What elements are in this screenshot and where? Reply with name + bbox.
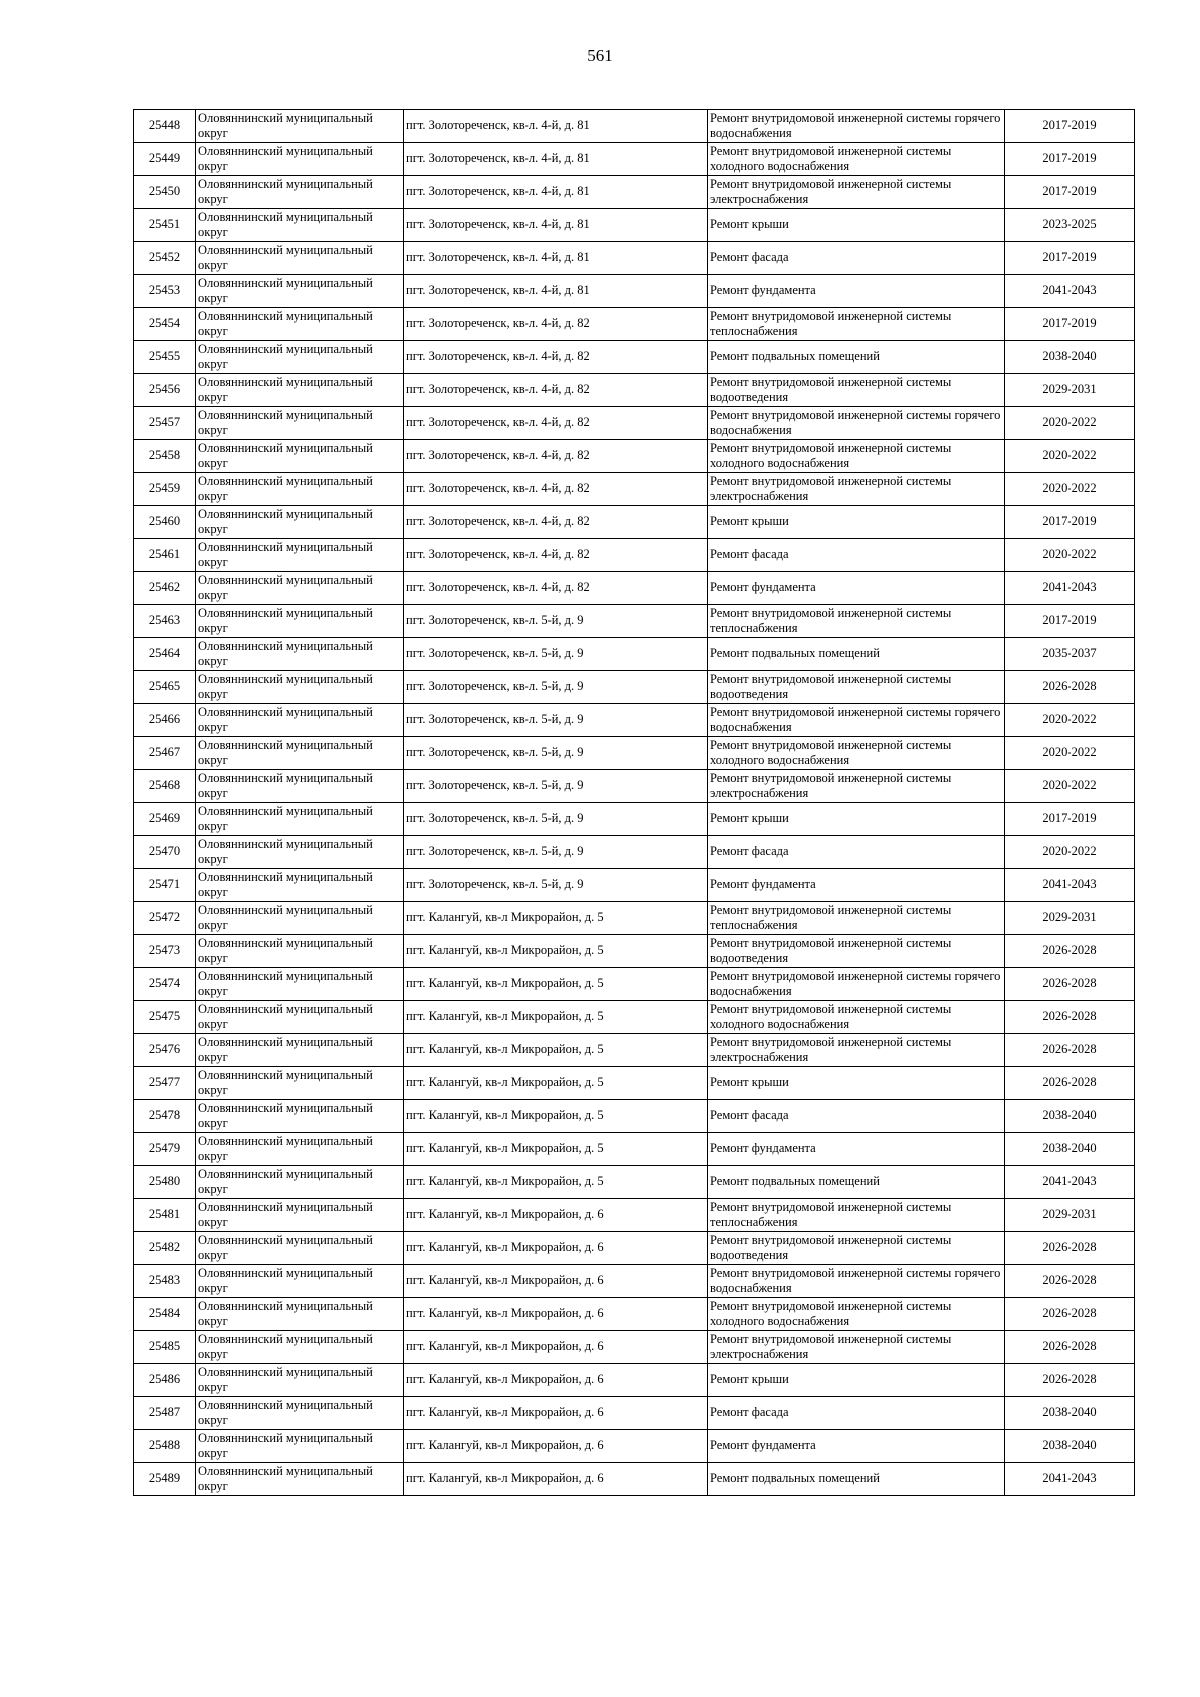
table-row	[134, 341, 1135, 374]
address-cell: пгт. Золотореченск, кв-л. 4-й, д. 82	[404, 308, 708, 341]
work-type-cell: Ремонт внутридомовой инженерной системы горячего водоснабжения	[708, 1265, 1005, 1298]
row-number: 25452	[134, 242, 196, 275]
table-row	[134, 869, 1135, 902]
row-number: 25453	[134, 275, 196, 308]
work-type-cell: Ремонт внутридомовой инженерной системы электроснабжения	[708, 1034, 1005, 1067]
table-row	[134, 737, 1135, 770]
address-cell: пгт. Золотореченск, кв-л. 4-й, д. 82	[404, 572, 708, 605]
table-row	[134, 902, 1135, 935]
work-type-cell: Ремонт фасада	[708, 1397, 1005, 1430]
row-number: 25480	[134, 1166, 196, 1199]
row-number: 25460	[134, 506, 196, 539]
work-type-cell: Ремонт крыши	[708, 209, 1005, 242]
district-cell: Оловяннинский муниципальный округ	[196, 1430, 404, 1463]
table-row	[134, 770, 1135, 803]
period-cell: 2017-2019	[1005, 143, 1135, 176]
district-cell: Оловяннинский муниципальный округ	[196, 1034, 404, 1067]
period-cell: 2026-2028	[1005, 1331, 1135, 1364]
address-cell: пгт. Золотореченск, кв-л. 4-й, д. 81	[404, 209, 708, 242]
table-row	[134, 1001, 1135, 1034]
period-cell: 2038-2040	[1005, 341, 1135, 374]
row-number: 25477	[134, 1067, 196, 1100]
table-row	[134, 407, 1135, 440]
district-cell: Оловяннинский муниципальный округ	[196, 539, 404, 572]
address-cell: пгт. Калангуй, кв-л Микрорайон, д. 5	[404, 902, 708, 935]
table-row	[134, 209, 1135, 242]
district-cell: Оловяннинский муниципальный округ	[196, 836, 404, 869]
district-cell: Оловяннинский муниципальный округ	[196, 737, 404, 770]
address-cell: пгт. Калангуй, кв-л Микрорайон, д. 5	[404, 968, 708, 1001]
work-type-cell: Ремонт фундамента	[708, 572, 1005, 605]
work-type-cell: Ремонт внутридомовой инженерной системы холодного водоснабжения	[708, 143, 1005, 176]
period-cell: 2026-2028	[1005, 968, 1135, 1001]
work-type-cell: Ремонт внутридомовой инженерной системы горячего водоснабжения	[708, 968, 1005, 1001]
work-type-cell: Ремонт внутридомовой инженерной системы холодного водоснабжения	[708, 1001, 1005, 1034]
period-cell: 2041-2043	[1005, 1166, 1135, 1199]
district-cell: Оловяннинский муниципальный округ	[196, 1199, 404, 1232]
district-cell: Оловяннинский муниципальный округ	[196, 209, 404, 242]
row-number: 25482	[134, 1232, 196, 1265]
work-type-cell: Ремонт внутридомовой инженерной системы водоотведения	[708, 671, 1005, 704]
page-number: 561	[587, 46, 613, 65]
table-row	[134, 473, 1135, 506]
row-number: 25488	[134, 1430, 196, 1463]
address-cell: пгт. Золотореченск, кв-л. 5-й, д. 9	[404, 671, 708, 704]
work-type-cell: Ремонт фундамента	[708, 1430, 1005, 1463]
work-type-cell: Ремонт внутридомовой инженерной системы теплоснабжения	[708, 308, 1005, 341]
row-number: 25483	[134, 1265, 196, 1298]
work-type-cell: Ремонт крыши	[708, 506, 1005, 539]
work-type-cell: Ремонт фасада	[708, 242, 1005, 275]
period-cell: 2026-2028	[1005, 935, 1135, 968]
address-cell: пгт. Золотореченск, кв-л. 5-й, д. 9	[404, 770, 708, 803]
work-type-cell: Ремонт внутридомовой инженерной системы горячего водоснабжения	[708, 110, 1005, 143]
period-cell: 2020-2022	[1005, 737, 1135, 770]
table-row	[134, 638, 1135, 671]
row-number: 25489	[134, 1463, 196, 1496]
address-cell: пгт. Золотореченск, кв-л. 4-й, д. 81	[404, 242, 708, 275]
district-cell: Оловяннинский муниципальный округ	[196, 638, 404, 671]
row-number: 25478	[134, 1100, 196, 1133]
row-number: 25449	[134, 143, 196, 176]
work-type-cell: Ремонт подвальных помещений	[708, 1166, 1005, 1199]
table-row	[134, 1100, 1135, 1133]
row-number: 25454	[134, 308, 196, 341]
period-cell: 2017-2019	[1005, 308, 1135, 341]
row-number: 25450	[134, 176, 196, 209]
address-cell: пгт. Золотореченск, кв-л. 4-й, д. 81	[404, 275, 708, 308]
table-row	[134, 1463, 1135, 1496]
work-type-cell: Ремонт крыши	[708, 1364, 1005, 1397]
period-cell: 2038-2040	[1005, 1100, 1135, 1133]
district-cell: Оловяннинский муниципальный округ	[196, 275, 404, 308]
table-row	[134, 176, 1135, 209]
row-number: 25464	[134, 638, 196, 671]
work-type-cell: Ремонт подвальных помещений	[708, 1463, 1005, 1496]
address-cell: пгт. Золотореченск, кв-л. 4-й, д. 82	[404, 341, 708, 374]
work-type-cell: Ремонт внутридомовой инженерной системы водоотведения	[708, 935, 1005, 968]
address-cell: пгт. Золотореченск, кв-л. 4-й, д. 81	[404, 143, 708, 176]
row-number: 25461	[134, 539, 196, 572]
district-cell: Оловяннинский муниципальный округ	[196, 506, 404, 539]
address-cell: пгт. Золотореченск, кв-л. 4-й, д. 82	[404, 407, 708, 440]
period-cell: 2026-2028	[1005, 1067, 1135, 1100]
district-cell: Оловяннинский муниципальный округ	[196, 473, 404, 506]
district-cell: Оловяннинский муниципальный округ	[196, 242, 404, 275]
work-type-cell: Ремонт внутридомовой инженерной системы теплоснабжения	[708, 1199, 1005, 1232]
period-cell: 2026-2028	[1005, 1232, 1135, 1265]
work-type-cell: Ремонт внутридомовой инженерной системы электроснабжения	[708, 176, 1005, 209]
row-number: 25465	[134, 671, 196, 704]
row-number: 25471	[134, 869, 196, 902]
district-cell: Оловяннинский муниципальный округ	[196, 605, 404, 638]
district-cell: Оловяннинский муниципальный округ	[196, 968, 404, 1001]
row-number: 25451	[134, 209, 196, 242]
address-cell: пгт. Калангуй, кв-л Микрорайон, д. 6	[404, 1397, 708, 1430]
district-cell: Оловяннинский муниципальный округ	[196, 374, 404, 407]
table-row	[134, 1199, 1135, 1232]
work-type-cell: Ремонт фундамента	[708, 275, 1005, 308]
period-cell: 2038-2040	[1005, 1133, 1135, 1166]
table-row	[134, 308, 1135, 341]
address-cell: пгт. Калангуй, кв-л Микрорайон, д. 6	[404, 1265, 708, 1298]
row-number: 25474	[134, 968, 196, 1001]
period-cell: 2017-2019	[1005, 803, 1135, 836]
work-type-cell: Ремонт фундамента	[708, 1133, 1005, 1166]
district-cell: Оловяннинский муниципальный округ	[196, 572, 404, 605]
row-number: 25448	[134, 110, 196, 143]
period-cell: 2035-2037	[1005, 638, 1135, 671]
work-type-cell: Ремонт подвальных помещений	[708, 638, 1005, 671]
row-number: 25463	[134, 605, 196, 638]
period-cell: 2017-2019	[1005, 242, 1135, 275]
work-type-cell: Ремонт крыши	[708, 1067, 1005, 1100]
table-row	[134, 605, 1135, 638]
table-row	[134, 1034, 1135, 1067]
table-row	[134, 1166, 1135, 1199]
row-number: 25466	[134, 704, 196, 737]
district-cell: Оловяннинский муниципальный округ	[196, 143, 404, 176]
table-body	[134, 110, 1135, 1496]
work-type-cell: Ремонт фасада	[708, 1100, 1005, 1133]
district-cell: Оловяннинский муниципальный округ	[196, 671, 404, 704]
period-cell: 2017-2019	[1005, 506, 1135, 539]
address-cell: пгт. Калангуй, кв-л Микрорайон, д. 5	[404, 935, 708, 968]
period-cell: 2020-2022	[1005, 407, 1135, 440]
period-cell: 2026-2028	[1005, 1364, 1135, 1397]
address-cell: пгт. Золотореченск, кв-л. 5-й, д. 9	[404, 869, 708, 902]
table-row	[134, 1331, 1135, 1364]
repair-schedule-table	[133, 109, 1135, 1496]
period-cell: 2020-2022	[1005, 440, 1135, 473]
table-row	[134, 374, 1135, 407]
period-cell: 2026-2028	[1005, 1034, 1135, 1067]
district-cell: Оловяннинский муниципальный округ	[196, 1001, 404, 1034]
row-number: 25486	[134, 1364, 196, 1397]
address-cell: пгт. Золотореченск, кв-л. 4-й, д. 82	[404, 374, 708, 407]
row-number: 25485	[134, 1331, 196, 1364]
row-number: 25469	[134, 803, 196, 836]
address-cell: пгт. Золотореченск, кв-л. 4-й, д. 81	[404, 176, 708, 209]
period-cell: 2041-2043	[1005, 1463, 1135, 1496]
address-cell: пгт. Калангуй, кв-л Микрорайон, д. 6	[404, 1199, 708, 1232]
table-row	[134, 1265, 1135, 1298]
district-cell: Оловяннинский муниципальный округ	[196, 1133, 404, 1166]
work-type-cell: Ремонт внутридомовой инженерной системы водоотведения	[708, 1232, 1005, 1265]
district-cell: Оловяннинский муниципальный округ	[196, 803, 404, 836]
period-cell: 2038-2040	[1005, 1430, 1135, 1463]
table-row	[134, 1067, 1135, 1100]
period-cell: 2020-2022	[1005, 836, 1135, 869]
district-cell: Оловяннинский муниципальный округ	[196, 1265, 404, 1298]
table-row	[134, 143, 1135, 176]
table-row	[134, 275, 1135, 308]
period-cell: 2017-2019	[1005, 605, 1135, 638]
table-row	[134, 1232, 1135, 1265]
district-cell: Оловяннинский муниципальный округ	[196, 770, 404, 803]
address-cell: пгт. Калангуй, кв-л Микрорайон, д. 5	[404, 1100, 708, 1133]
period-cell: 2026-2028	[1005, 1001, 1135, 1034]
table-row	[134, 242, 1135, 275]
period-cell: 2041-2043	[1005, 869, 1135, 902]
period-cell: 2020-2022	[1005, 770, 1135, 803]
district-cell: Оловяннинский муниципальный округ	[196, 1100, 404, 1133]
period-cell: 2017-2019	[1005, 110, 1135, 143]
table-row	[134, 803, 1135, 836]
table-row	[134, 935, 1135, 968]
district-cell: Оловяннинский муниципальный округ	[196, 1232, 404, 1265]
address-cell: пгт. Калангуй, кв-л Микрорайон, д. 6	[404, 1298, 708, 1331]
work-type-cell: Ремонт фасада	[708, 539, 1005, 572]
work-type-cell: Ремонт фасада	[708, 836, 1005, 869]
district-cell: Оловяннинский муниципальный округ	[196, 1364, 404, 1397]
address-cell: пгт. Золотореченск, кв-л. 5-й, д. 9	[404, 737, 708, 770]
work-type-cell: Ремонт внутридомовой инженерной системы теплоснабжения	[708, 902, 1005, 935]
address-cell: пгт. Калангуй, кв-л Микрорайон, д. 6	[404, 1232, 708, 1265]
address-cell: пгт. Золотореченск, кв-л. 4-й, д. 82	[404, 473, 708, 506]
table-row	[134, 506, 1135, 539]
address-cell: пгт. Калангуй, кв-л Микрорайон, д. 6	[404, 1463, 708, 1496]
work-type-cell: Ремонт внутридомовой инженерной системы холодного водоснабжения	[708, 1298, 1005, 1331]
district-cell: Оловяннинский муниципальный округ	[196, 1298, 404, 1331]
period-cell: 2029-2031	[1005, 1199, 1135, 1232]
district-cell: Оловяннинский муниципальный округ	[196, 935, 404, 968]
row-number: 25472	[134, 902, 196, 935]
row-number: 25473	[134, 935, 196, 968]
row-number: 25481	[134, 1199, 196, 1232]
address-cell: пгт. Калангуй, кв-л Микрорайон, д. 5	[404, 1166, 708, 1199]
address-cell: пгт. Золотореченск, кв-л. 5-й, д. 9	[404, 605, 708, 638]
address-cell: пгт. Золотореченск, кв-л. 5-й, д. 9	[404, 803, 708, 836]
address-cell: пгт. Калангуй, кв-л Микрорайон, д. 5	[404, 1133, 708, 1166]
row-number: 25462	[134, 572, 196, 605]
period-cell: 2026-2028	[1005, 1298, 1135, 1331]
address-cell: пгт. Калангуй, кв-л Микрорайон, д. 5	[404, 1067, 708, 1100]
district-cell: Оловяннинский муниципальный округ	[196, 176, 404, 209]
row-number: 25487	[134, 1397, 196, 1430]
work-type-cell: Ремонт крыши	[708, 803, 1005, 836]
address-cell: пгт. Золотореченск, кв-л. 4-й, д. 81	[404, 110, 708, 143]
address-cell: пгт. Золотореченск, кв-л. 4-й, д. 82	[404, 539, 708, 572]
row-number: 25468	[134, 770, 196, 803]
row-number: 25476	[134, 1034, 196, 1067]
district-cell: Оловяннинский муниципальный округ	[196, 704, 404, 737]
district-cell: Оловяннинский муниципальный округ	[196, 902, 404, 935]
address-cell: пгт. Золотореченск, кв-л. 4-й, д. 82	[404, 506, 708, 539]
period-cell: 2020-2022	[1005, 473, 1135, 506]
address-cell: пгт. Калангуй, кв-л Микрорайон, д. 6	[404, 1364, 708, 1397]
work-type-cell: Ремонт внутридомовой инженерной системы горячего водоснабжения	[708, 704, 1005, 737]
table-row	[134, 440, 1135, 473]
table-row	[134, 671, 1135, 704]
row-number: 25479	[134, 1133, 196, 1166]
row-number: 25484	[134, 1298, 196, 1331]
row-number: 25455	[134, 341, 196, 374]
district-cell: Оловяннинский муниципальный округ	[196, 1397, 404, 1430]
table-row	[134, 1133, 1135, 1166]
work-type-cell: Ремонт внутридомовой инженерной системы водоотведения	[708, 374, 1005, 407]
district-cell: Оловяннинский муниципальный округ	[196, 341, 404, 374]
table-row	[134, 1430, 1135, 1463]
district-cell: Оловяннинский муниципальный округ	[196, 407, 404, 440]
row-number: 25456	[134, 374, 196, 407]
period-cell: 2041-2043	[1005, 572, 1135, 605]
table-row	[134, 1298, 1135, 1331]
table-row	[134, 110, 1135, 143]
district-cell: Оловяннинский муниципальный округ	[196, 440, 404, 473]
work-type-cell: Ремонт внутридомовой инженерной системы холодного водоснабжения	[708, 440, 1005, 473]
period-cell: 2020-2022	[1005, 704, 1135, 737]
period-cell: 2038-2040	[1005, 1397, 1135, 1430]
period-cell: 2020-2022	[1005, 539, 1135, 572]
row-number: 25459	[134, 473, 196, 506]
address-cell: пгт. Калангуй, кв-л Микрорайон, д. 5	[404, 1001, 708, 1034]
work-type-cell: Ремонт внутридомовой инженерной системы электроснабжения	[708, 1331, 1005, 1364]
work-type-cell: Ремонт подвальных помещений	[708, 341, 1005, 374]
table-row	[134, 968, 1135, 1001]
district-cell: Оловяннинский муниципальный округ	[196, 1166, 404, 1199]
work-type-cell: Ремонт внутридомовой инженерной системы теплоснабжения	[708, 605, 1005, 638]
period-cell: 2026-2028	[1005, 1265, 1135, 1298]
period-cell: 2029-2031	[1005, 374, 1135, 407]
period-cell: 2029-2031	[1005, 902, 1135, 935]
table-row	[134, 704, 1135, 737]
address-cell: пгт. Золотореченск, кв-л. 5-й, д. 9	[404, 638, 708, 671]
period-cell: 2023-2025	[1005, 209, 1135, 242]
row-number: 25467	[134, 737, 196, 770]
work-type-cell: Ремонт внутридомовой инженерной системы холодного водоснабжения	[708, 737, 1005, 770]
district-cell: Оловяннинский муниципальный округ	[196, 869, 404, 902]
table-row	[134, 572, 1135, 605]
row-number: 25475	[134, 1001, 196, 1034]
period-cell: 2026-2028	[1005, 671, 1135, 704]
address-cell: пгт. Золотореченск, кв-л. 5-й, д. 9	[404, 836, 708, 869]
work-type-cell: Ремонт внутридомовой инженерной системы электроснабжения	[708, 770, 1005, 803]
period-cell: 2041-2043	[1005, 275, 1135, 308]
period-cell: 2017-2019	[1005, 176, 1135, 209]
table-row	[134, 1397, 1135, 1430]
work-type-cell: Ремонт внутридомовой инженерной системы электроснабжения	[708, 473, 1005, 506]
district-cell: Оловяннинский муниципальный округ	[196, 110, 404, 143]
work-type-cell: Ремонт фундамента	[708, 869, 1005, 902]
address-cell: пгт. Золотореченск, кв-л. 5-й, д. 9	[404, 704, 708, 737]
table-row	[134, 539, 1135, 572]
address-cell: пгт. Калангуй, кв-л Микрорайон, д. 6	[404, 1331, 708, 1364]
district-cell: Оловяннинский муниципальный округ	[196, 1067, 404, 1100]
work-type-cell: Ремонт внутридомовой инженерной системы горячего водоснабжения	[708, 407, 1005, 440]
row-number: 25457	[134, 407, 196, 440]
row-number: 25470	[134, 836, 196, 869]
table-row	[134, 1364, 1135, 1397]
row-number: 25458	[134, 440, 196, 473]
table-row	[134, 836, 1135, 869]
address-cell: пгт. Калангуй, кв-л Микрорайон, д. 5	[404, 1034, 708, 1067]
address-cell: пгт. Калангуй, кв-л Микрорайон, д. 6	[404, 1430, 708, 1463]
address-cell: пгт. Золотореченск, кв-л. 4-й, д. 82	[404, 440, 708, 473]
district-cell: Оловяннинский муниципальный округ	[196, 1463, 404, 1496]
district-cell: Оловяннинский муниципальный округ	[196, 1331, 404, 1364]
district-cell: Оловяннинский муниципальный округ	[196, 308, 404, 341]
